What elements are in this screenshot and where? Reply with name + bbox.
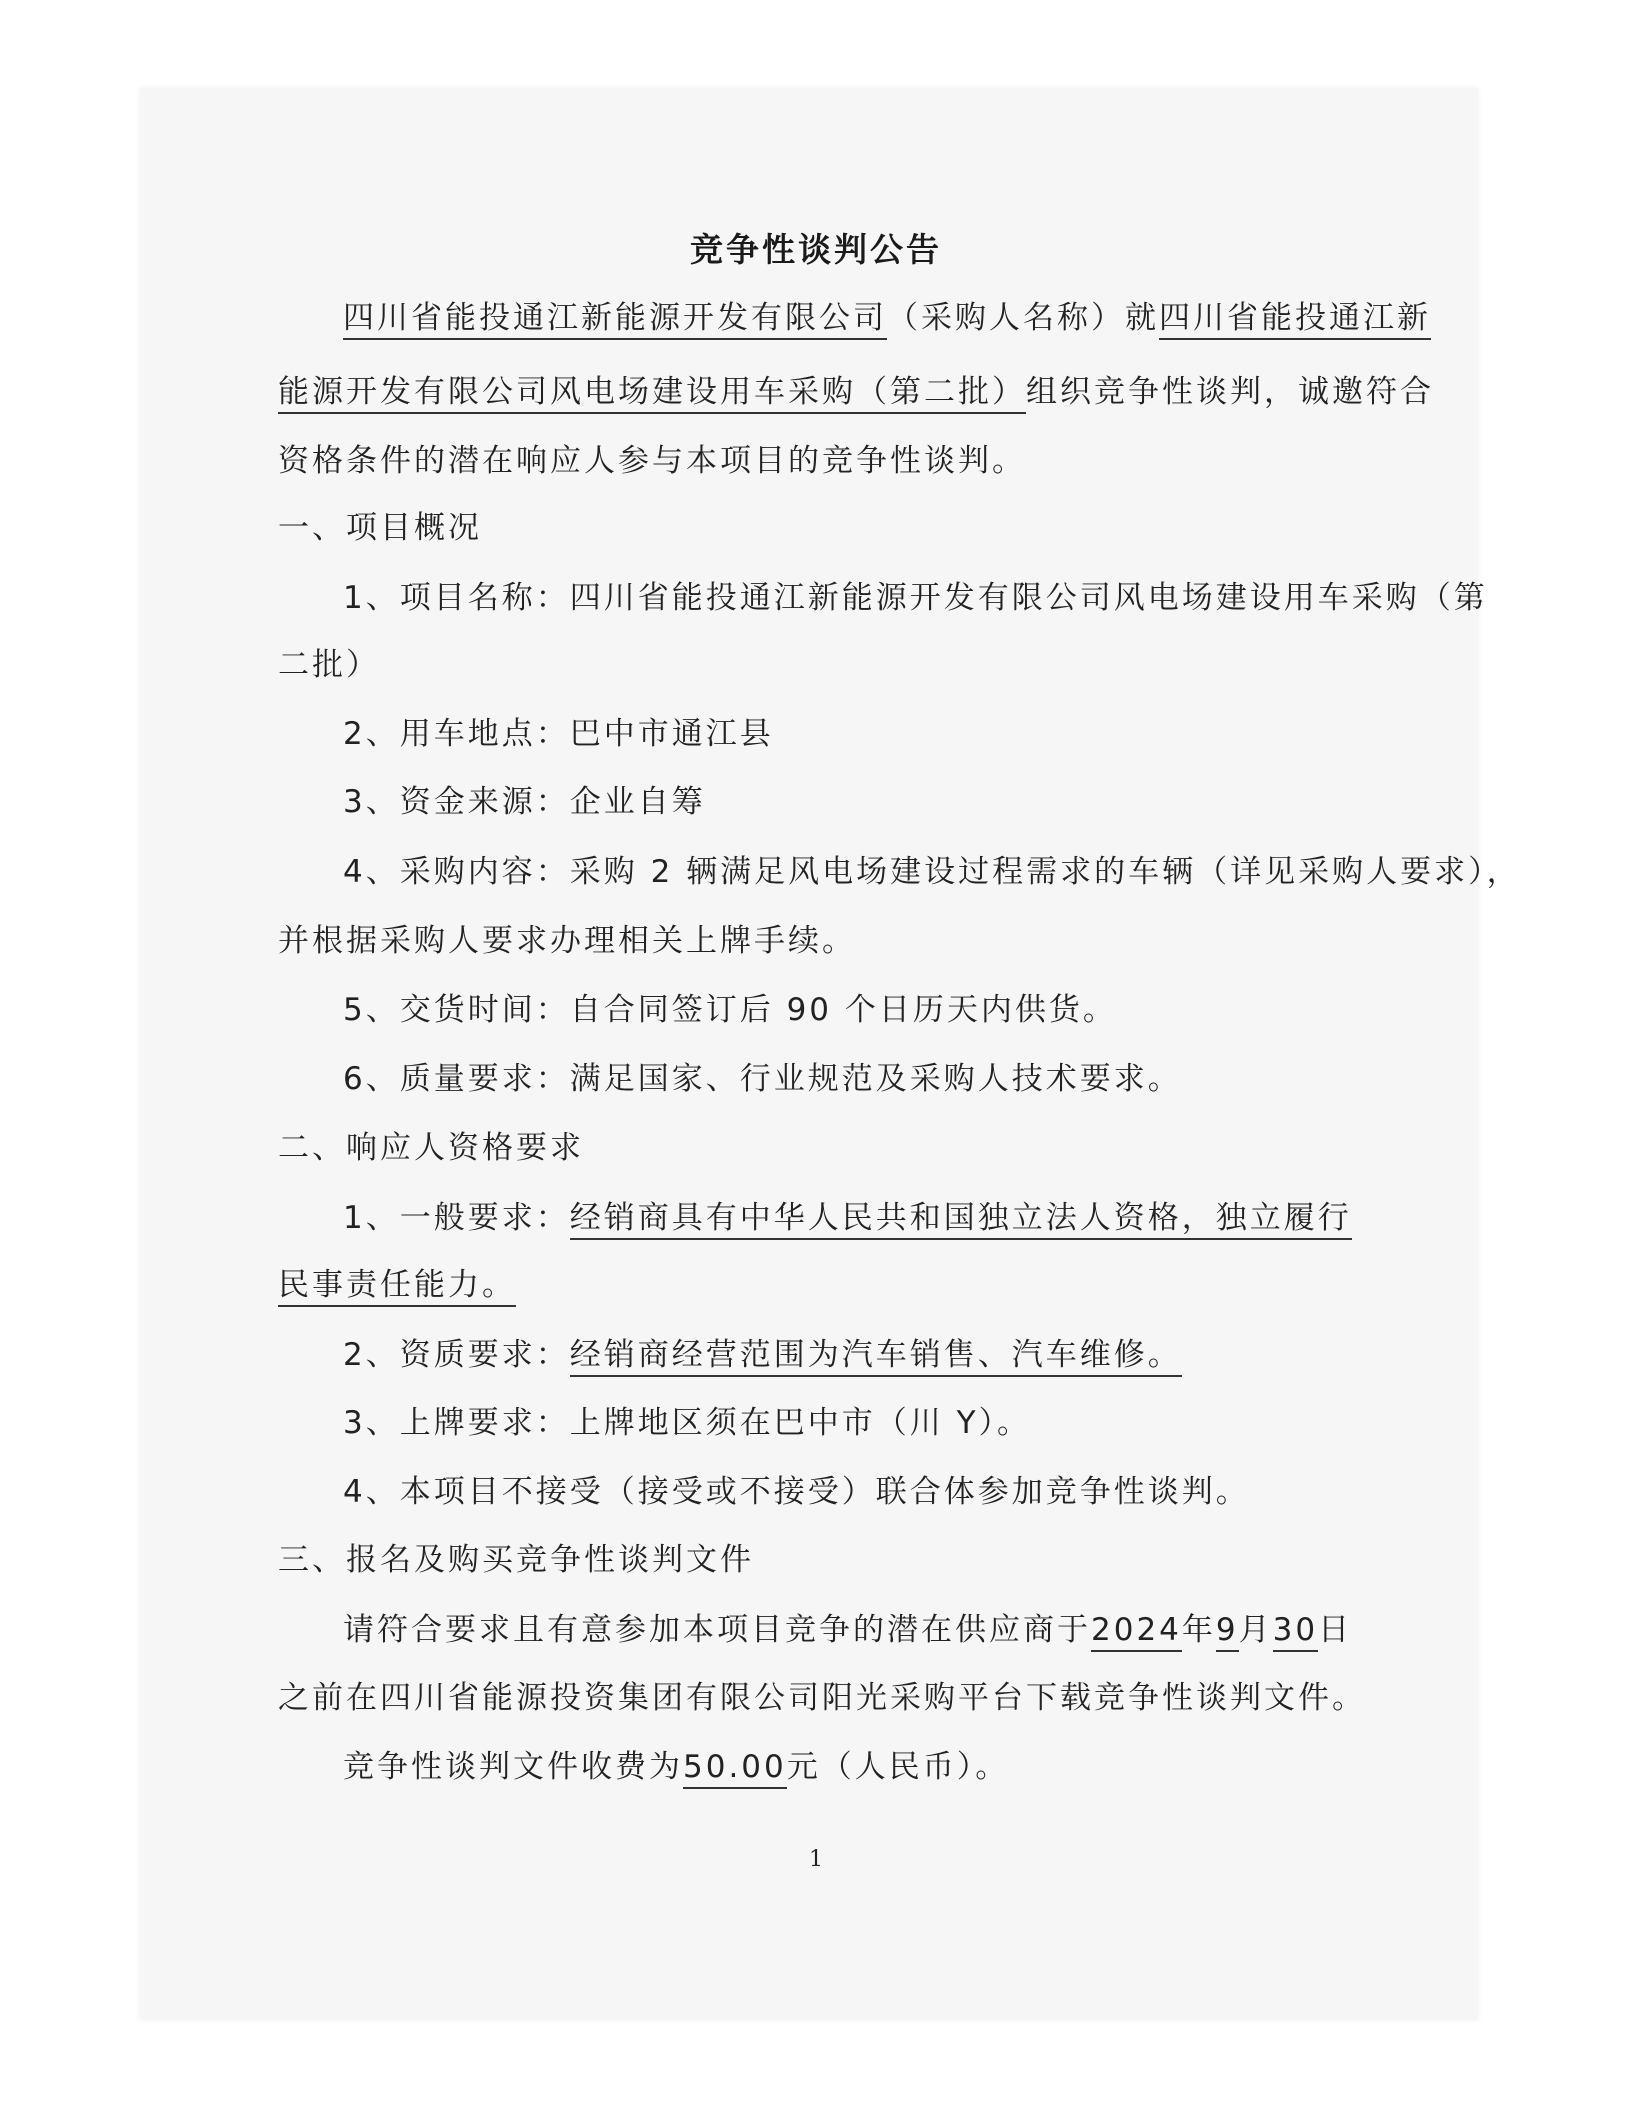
page-number: 1 xyxy=(809,1847,823,1872)
section-1-heading: 一、项目概况 xyxy=(278,510,482,546)
purchaser-name: 四川省能投通江新能源开发有限公司 xyxy=(343,300,887,340)
section-3-para-1-line-2: 之前在四川省能源投资集团有限公司阳光采购平台下载竞争性谈判文件。 xyxy=(278,1680,1366,1716)
deadline-year: 2024 xyxy=(1091,1612,1182,1652)
purchaser-note: （采购人名称）就 xyxy=(887,300,1159,336)
section-2-item-2 xyxy=(343,1335,1182,1375)
deadline-prefix: 请符合要求且有意参加本项目竞争的潜在供应商于 xyxy=(343,1612,1091,1648)
deadline-day: 30 xyxy=(1273,1612,1318,1652)
section-3-fee xyxy=(343,1747,1009,1787)
general-requirement-label: 1、一般要求： xyxy=(343,1200,570,1236)
fee-amount: 50.00 xyxy=(683,1749,787,1789)
section-2-item-3: 3、上牌要求：上牌地区须在巴中市（川 Y）。 xyxy=(343,1405,1032,1441)
section-2-item-1-line-1 xyxy=(343,1198,1352,1238)
section-3-para-1-line-1 xyxy=(343,1610,1352,1650)
section-2-item-1-line-2 xyxy=(278,1265,516,1305)
project-name-part2: 能源开发有限公司风电场建设用车采购（第二批） xyxy=(278,374,1026,414)
project-name-part1: 四川省能投通江新 xyxy=(1159,300,1431,340)
section-1-item-5: 5、交货时间：自合同签订后 90 个日历天内供货。 xyxy=(343,992,1117,1028)
qualification-text: 经销商经营范围为汽车销售、汽车维修。 xyxy=(570,1337,1182,1377)
intro-line-3: 资格条件的潜在响应人参与本项目的竞争性谈判。 xyxy=(278,443,1026,479)
deadline-day-unit: 日 xyxy=(1318,1612,1353,1648)
section-2-heading: 二、响应人资格要求 xyxy=(278,1130,584,1166)
fee-prefix: 竞争性谈判文件收费为 xyxy=(343,1749,683,1785)
section-1-item-2: 2、用车地点：巴中市通江县 xyxy=(343,716,774,752)
general-requirement-text-2: 民事责任能力。 xyxy=(278,1267,516,1307)
invite-text-1: 组织竞争性谈判，诚邀符合 xyxy=(1026,374,1434,410)
section-1-item-3: 3、资金来源：企业自筹 xyxy=(343,784,706,820)
intro-line-2 xyxy=(278,372,1434,412)
deadline-month-unit: 月 xyxy=(1238,1612,1273,1648)
section-1-item-4-line-2: 并根据采购人要求办理相关上牌手续。 xyxy=(278,923,856,959)
section-2-item-4: 4、本项目不接受（接受或不接受）联合体参加竞争性谈判。 xyxy=(343,1474,1250,1510)
deadline-year-unit: 年 xyxy=(1181,1612,1216,1648)
section-1-item-4-line-1: 4、采购内容：采购 2 辆满足风电场建设过程需求的车辆（详见采购人要求）， xyxy=(343,854,1521,890)
qualification-label: 2、资质要求： xyxy=(343,1337,570,1373)
intro-line-1 xyxy=(343,298,1431,338)
deadline-month: 9 xyxy=(1216,1612,1239,1652)
fee-suffix: 元（人民币）。 xyxy=(786,1749,1010,1785)
section-1-item-1-line-2: 二批） xyxy=(278,647,380,683)
document-title: 竞争性谈判公告 xyxy=(690,230,942,269)
section-3-heading: 三、报名及购买竞争性谈判文件 xyxy=(278,1542,754,1578)
section-1-item-6: 6、质量要求：满足国家、行业规范及采购人技术要求。 xyxy=(343,1061,1182,1097)
section-1-item-1-line-1: 1、项目名称：四川省能投通江新能源开发有限公司风电场建设用车采购（第 xyxy=(343,580,1488,616)
general-requirement-text-1: 经销商具有中华人民共和国独立法人资格，独立履行 xyxy=(570,1200,1352,1240)
